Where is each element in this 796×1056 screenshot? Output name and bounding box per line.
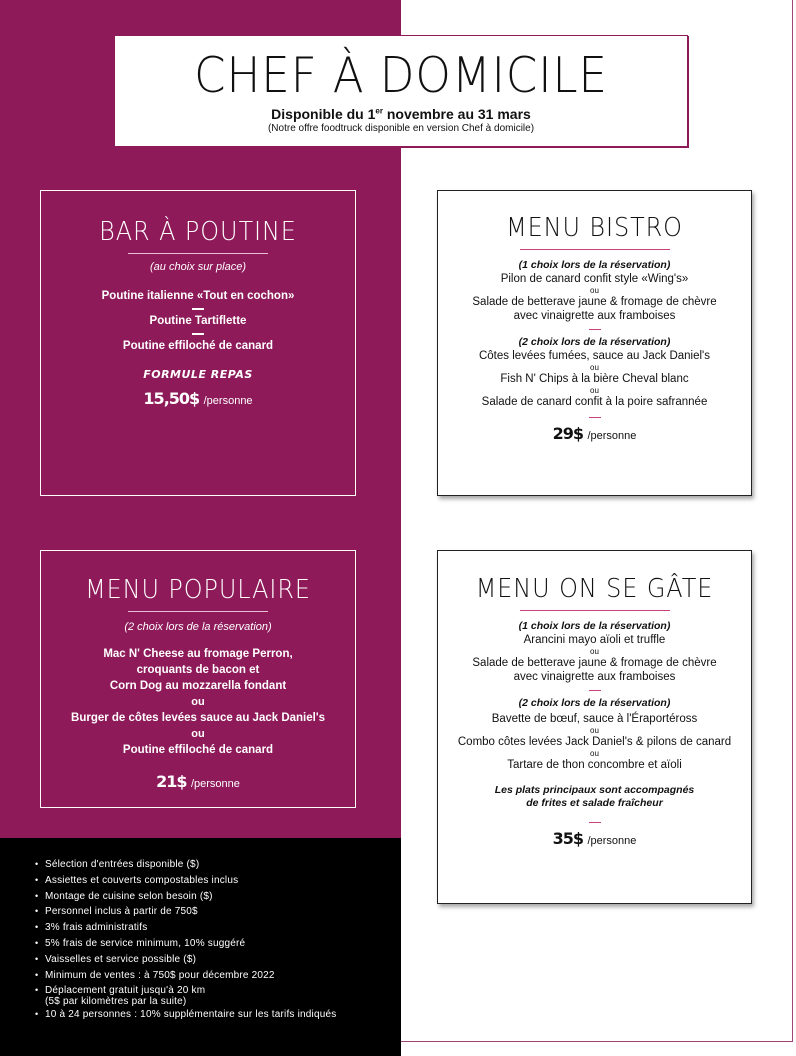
menu-item: Burger de côtes levées sauce au Jack Daniel's: [71, 712, 325, 724]
condition-item: • 5% frais de service minimum, 10% suggéré: [35, 936, 395, 952]
menu-gate-title: MENU ON SE GÂTE: [475, 574, 714, 604]
or-text: ou: [191, 728, 205, 740]
condition-item: • 3% frais administratifs: [35, 920, 395, 936]
section-separator: [589, 822, 601, 823]
or-text: ou: [590, 363, 599, 372]
menu-item: Fish N' Chips à la bière Cheval blanc: [500, 373, 689, 385]
bar-poutine-box: [40, 190, 356, 496]
section-separator: [589, 329, 601, 330]
accompaniment-note: Les plats principaux sont accompagnés: [494, 784, 695, 796]
choice-note: (2 choix lors de la réservation): [124, 621, 272, 633]
menu-gate-box: [437, 550, 752, 904]
menu-bistro-box: [437, 190, 752, 496]
menu-item: Combo côtes levées Jack Daniel's & pilons de canard: [457, 736, 732, 748]
or-text: ou: [590, 386, 599, 395]
bar-poutine-title: BAR À POUTINE: [99, 217, 297, 247]
menu-populaire-title: MENU POPULAIRE: [85, 575, 311, 605]
or-text: ou: [590, 749, 599, 758]
title-divider: [128, 611, 268, 612]
title-divider: [520, 249, 670, 250]
conditions-list: [35, 857, 395, 1023]
header-box: [114, 35, 688, 147]
menu-item: Côtes levées fumées, sauce au Jack Daniel's: [478, 350, 711, 362]
poutine-item: Poutine effiloché de canard: [122, 340, 274, 352]
condition-item: • 10 à 24 personnes : 10% supplémentaire sur les tarifs indiqués: [35, 1007, 395, 1023]
menu-item: Salade de canard confit à la poire safrannée: [481, 396, 708, 408]
or-text: ou: [191, 696, 205, 708]
populaire-price: 21$ /personne: [156, 772, 240, 791]
menu-item: Salade de betterave jaune & fromage de chèvre: [472, 296, 717, 308]
menu-item: Salade de betterave jaune & fromage de chèvre: [472, 657, 717, 669]
or-text: ou: [590, 647, 599, 656]
menu-item: avec vinaigrette aux framboises: [513, 671, 676, 683]
poutine-item: Poutine italienne «Tout en cochon»: [101, 290, 295, 302]
title-divider: [520, 610, 670, 611]
page-title: CHEF À DOMICILE: [194, 47, 608, 104]
condition-item: • Sélection d'entrées disponible ($): [35, 857, 395, 873]
section-separator: [589, 690, 601, 691]
poutine-item: Poutine Tartiflette: [149, 315, 247, 327]
choice-note: (2 choix lors de la réservation): [518, 697, 671, 709]
menu-item: Pilon de canard confit style «Wing's»: [500, 273, 689, 285]
choice-note: (1 choix lors de la réservation): [518, 620, 671, 632]
availability-text: Disponible du 1er novembre au 31 mars: [271, 106, 531, 122]
poutine-note: (au choix sur place): [150, 261, 246, 273]
menu-item: croquants de bacon et: [136, 664, 260, 676]
menu-item: Corn Dog au mozzarella fondant: [109, 680, 287, 692]
title-divider: [128, 253, 268, 254]
condition-item: • Vaisselles et service possible ($): [35, 952, 395, 968]
or-text: ou: [590, 286, 599, 295]
poutine-price: 15,50$ /personne: [143, 389, 253, 408]
choice-note: (1 choix lors de la réservation): [518, 259, 671, 271]
menu-bistro-title: MENU BISTRO: [506, 213, 683, 243]
condition-item: • Déplacement gratuit jusqu'à 20 km (5$ par kilomètres par la suite): [35, 983, 395, 1007]
formule-repas-label: FORMULE REPAS: [143, 368, 253, 381]
menu-item: avec vinaigrette aux framboises: [513, 310, 676, 322]
section-separator: [589, 417, 601, 418]
condition-item: • Assiettes et couverts compostables inclus: [35, 873, 395, 889]
menu-item: Mac N' Cheese au fromage Perron,: [103, 648, 293, 660]
item-separator: [192, 308, 204, 310]
menu-item: Bavette de bœuf, sauce à l'Éraportéross: [491, 713, 698, 725]
menu-item: Arancini mayo aïoli et truffle: [523, 634, 666, 646]
or-text: ou: [590, 726, 599, 735]
condition-item: • Montage de cuisine selon besoin ($): [35, 889, 395, 905]
menu-item: Poutine effiloché de canard: [122, 744, 274, 756]
gate-price: 35$ /personne: [552, 829, 637, 848]
choice-note: (2 choix lors de la réservation): [518, 336, 671, 348]
condition-item: • Personnel inclus à partir de 750$: [35, 904, 395, 920]
foodtruck-note: (Notre offre foodtruck disponible en version Chef à domicile): [267, 123, 535, 134]
accompaniment-note: de frites et salade fraîcheur: [526, 797, 663, 809]
item-separator: [192, 333, 204, 335]
menu-item: Tartare de thon concombre et aïoli: [507, 759, 682, 771]
condition-item: • Minimum de ventes : à 750$ pour décembre 2022: [35, 968, 395, 984]
menu-populaire-box: [40, 550, 356, 808]
bistro-price: 29$ /personne: [552, 424, 637, 443]
